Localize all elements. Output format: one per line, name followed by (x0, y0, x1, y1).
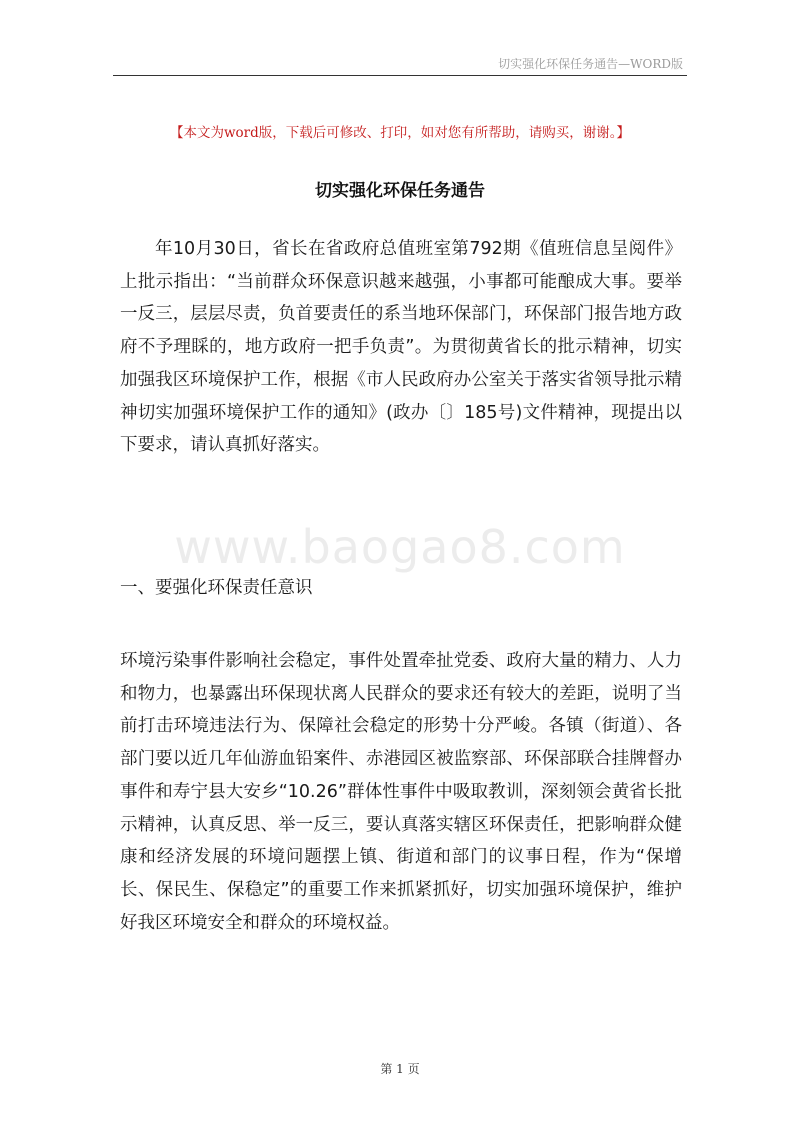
body-paragraph: 环境污染事件影响社会稳定，事件处置牵扯党委、政府大量的精力、人力和物力，也暴露出环保现状离人民群众的要求还有较大的差距，说明了当前打击环境违法行为、保障社会稳定的形势十分严峻。各镇（街道）、各部门要以近几年仙游血铅案件、赤港园区被监察部、环保部联合挂牌督办事件和寿宁县大安乡“10.26”群体性事件中吸取教训，深刻领会黄省长批示精神，认真反思、举一反三，要认真落实辖区环保责任，把影响群众健康和经济发展的环境问题摆上镇、街道和部门的议事日程，作为“保增长、保民生、保稳定”的重要工作来抓紧抓好，切实加强环境保护，维护好我区环境安全和群众的环境权益。 (120, 651, 682, 933)
purchase-notice: 【本文为word版，下载后可修改、打印，如对您有所帮助，请购买，谢谢。】 (169, 125, 631, 141)
page-number: 第 1 页 (380, 1062, 420, 1076)
watermark: www.baogao8.com (174, 520, 626, 574)
document-title: 切实强化环保任务通告 (315, 181, 485, 201)
body-paragraph: 年10月30日，省长在省政府总值班室第792期《值班信息呈阅件》上批示指出：“当前群众环保意识越来越强，小事都可能酿成大事。要举一反三，层层尽责，负首要责任的系当地环保部门，环保部门报告地方政府不予理睬的，地方政府一把手负责”。为贯彻黄省长的批示精神，切实加强我区环境保护工作，根据《市人民政府办公室关于落实省领导批示精神切实加强环境保护工作的通知》(政办〔〕185号)文件精神，现提出以下要求，请认真抓好落实。 (120, 239, 682, 456)
header-divider (113, 75, 687, 76)
section-heading: 一、要强化环保责任意识 (120, 578, 313, 598)
page-header-text: 切实强化环保任务通告—WORD版 (498, 57, 683, 71)
